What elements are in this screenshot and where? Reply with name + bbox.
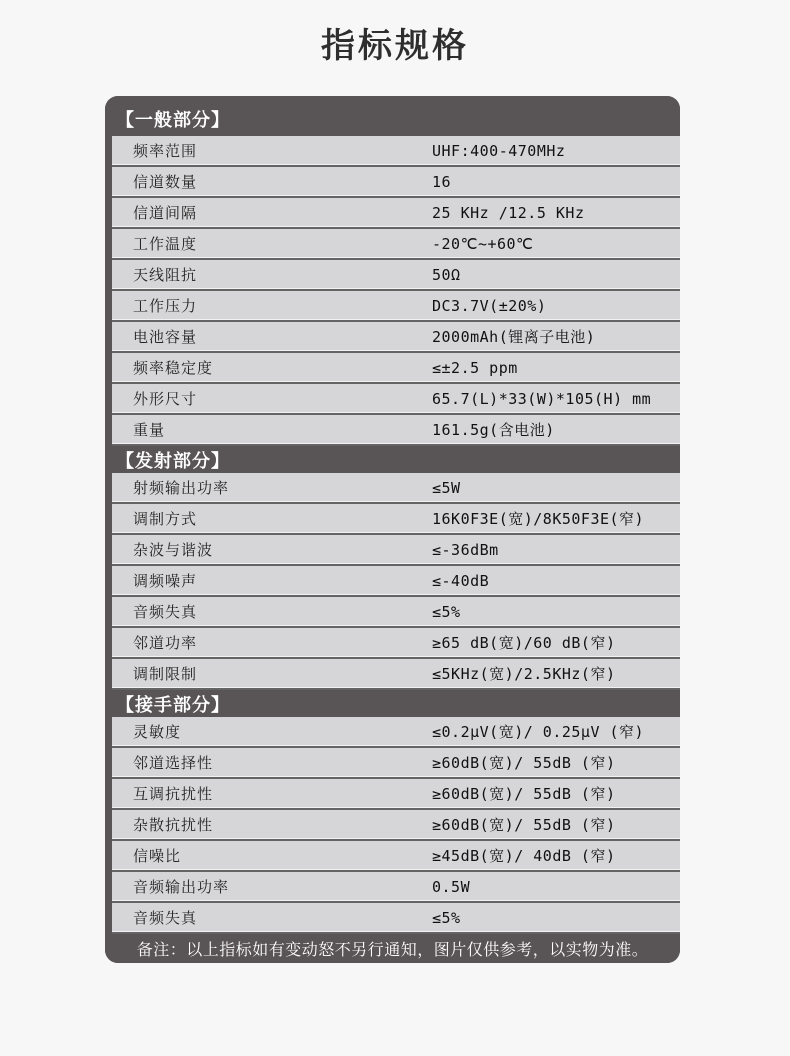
section-title: 【一般部分】 [116, 110, 230, 130]
spec-table [105, 96, 680, 963]
spec-row [112, 597, 680, 628]
spec-value: ≤-36dBm [432, 540, 499, 559]
section-title: 【发射部分】 [116, 450, 230, 471]
spec-label: 射频输出功率 [133, 480, 230, 497]
spec-label: 信噪比 [133, 848, 182, 865]
spec-label: 电池容量 [133, 329, 198, 346]
spec-label: 调制方式 [133, 511, 198, 528]
spec-sections [105, 96, 680, 934]
section-rows [105, 136, 680, 446]
spec-row [112, 659, 680, 690]
spec-row [112, 415, 680, 446]
spec-row [112, 810, 680, 841]
note-text: 备注：以上指标如有变动怒不另行通知，图片仅供参考，以实物为准。 [136, 942, 649, 959]
section-title: 【接手部分】 [116, 694, 230, 715]
spec-value: ≤5KHz(宽)/2.5KHz(窄) [432, 665, 616, 683]
spec-value: ≥60dB(宽)/ 55dB (窄) [432, 816, 616, 834]
spec-label: 灵敏度 [133, 724, 182, 741]
spec-row [112, 717, 680, 748]
spec-label: 杂波与谐波 [133, 542, 214, 559]
spec-row [112, 628, 680, 659]
spec-row [112, 260, 680, 291]
spec-value: ≤5% [432, 602, 461, 621]
section-header-bar [105, 446, 680, 473]
spec-value: 2000mAh(锂离子电池) [432, 328, 596, 346]
spec-section [105, 446, 680, 690]
spec-row [112, 903, 680, 934]
spec-label: 邻道选择性 [133, 755, 214, 772]
spec-section [105, 690, 680, 934]
spec-value: 16K0F3E(宽)/8K50F3E(窄) [432, 510, 645, 528]
spec-label: 调制限制 [133, 666, 198, 683]
spec-value: 50Ω [432, 265, 461, 284]
spec-label: 工作温度 [133, 236, 198, 253]
spec-label: 频率范围 [133, 143, 198, 160]
section-header-bar [105, 96, 680, 136]
spec-row [112, 229, 680, 260]
section-header-bar [105, 690, 680, 717]
spec-value: ≥65 dB(宽)/60 dB(窄) [432, 634, 616, 652]
spec-value: ≤0.2μV(宽)/ 0.25μV (窄) [432, 723, 645, 741]
spec-label: 互调抗扰性 [133, 786, 214, 803]
spec-value: ≤5W [432, 478, 461, 497]
spec-label: 音频失真 [133, 604, 198, 621]
spec-row [112, 566, 680, 597]
spec-row [112, 748, 680, 779]
spec-row [112, 473, 680, 504]
spec-row [112, 504, 680, 535]
note-bar [105, 934, 680, 963]
spec-row [112, 291, 680, 322]
spec-value: ≤5% [432, 908, 461, 927]
spec-row [112, 198, 680, 229]
spec-value: ≥60dB(宽)/ 55dB (窄) [432, 754, 616, 772]
spec-row [112, 136, 680, 167]
spec-row [112, 167, 680, 198]
spec-page [0, 26, 790, 963]
spec-label: 重量 [133, 422, 166, 439]
spec-value: ≤-40dB [432, 571, 490, 590]
spec-value: ≥60dB(宽)/ 55dB (窄) [432, 785, 616, 803]
spec-label: 杂散抗扰性 [133, 817, 214, 834]
spec-label: 音频失真 [133, 910, 198, 927]
spec-value: 25 KHz /12.5 KHz [432, 203, 585, 222]
spec-label: 频率稳定度 [133, 360, 214, 377]
spec-label: 天线阻抗 [133, 267, 198, 284]
spec-label: 调频噪声 [133, 573, 198, 590]
spec-value: -20℃~+60℃ [432, 234, 534, 253]
spec-row [112, 353, 680, 384]
spec-row [112, 322, 680, 353]
spec-value: 16 [432, 172, 452, 191]
spec-value: 65.7(L)*33(W)*105(H) mm [432, 389, 652, 408]
spec-section [105, 96, 680, 446]
spec-row [112, 841, 680, 872]
spec-value: DC3.7V(±20%) [432, 296, 547, 315]
spec-value: ≤±2.5 ppm [432, 358, 518, 377]
section-rows [105, 717, 680, 934]
spec-row [112, 535, 680, 566]
spec-label: 工作压力 [133, 298, 198, 315]
spec-label: 外形尺寸 [133, 391, 198, 408]
spec-value: 0.5W [432, 877, 471, 896]
spec-label: 信道数量 [133, 174, 198, 191]
spec-value: ≥45dB(宽)/ 40dB (窄) [432, 847, 616, 865]
section-rows [105, 473, 680, 690]
spec-row [112, 779, 680, 810]
page-title: 指标规格 [321, 27, 469, 65]
spec-label: 邻道功率 [133, 635, 198, 652]
spec-label: 信道间隔 [133, 205, 198, 222]
spec-row [112, 384, 680, 415]
spec-value: 161.5g(含电池) [432, 421, 555, 439]
spec-value: UHF:400-470MHz [432, 141, 566, 160]
spec-label: 音频输出功率 [133, 879, 230, 896]
spec-row [112, 872, 680, 903]
